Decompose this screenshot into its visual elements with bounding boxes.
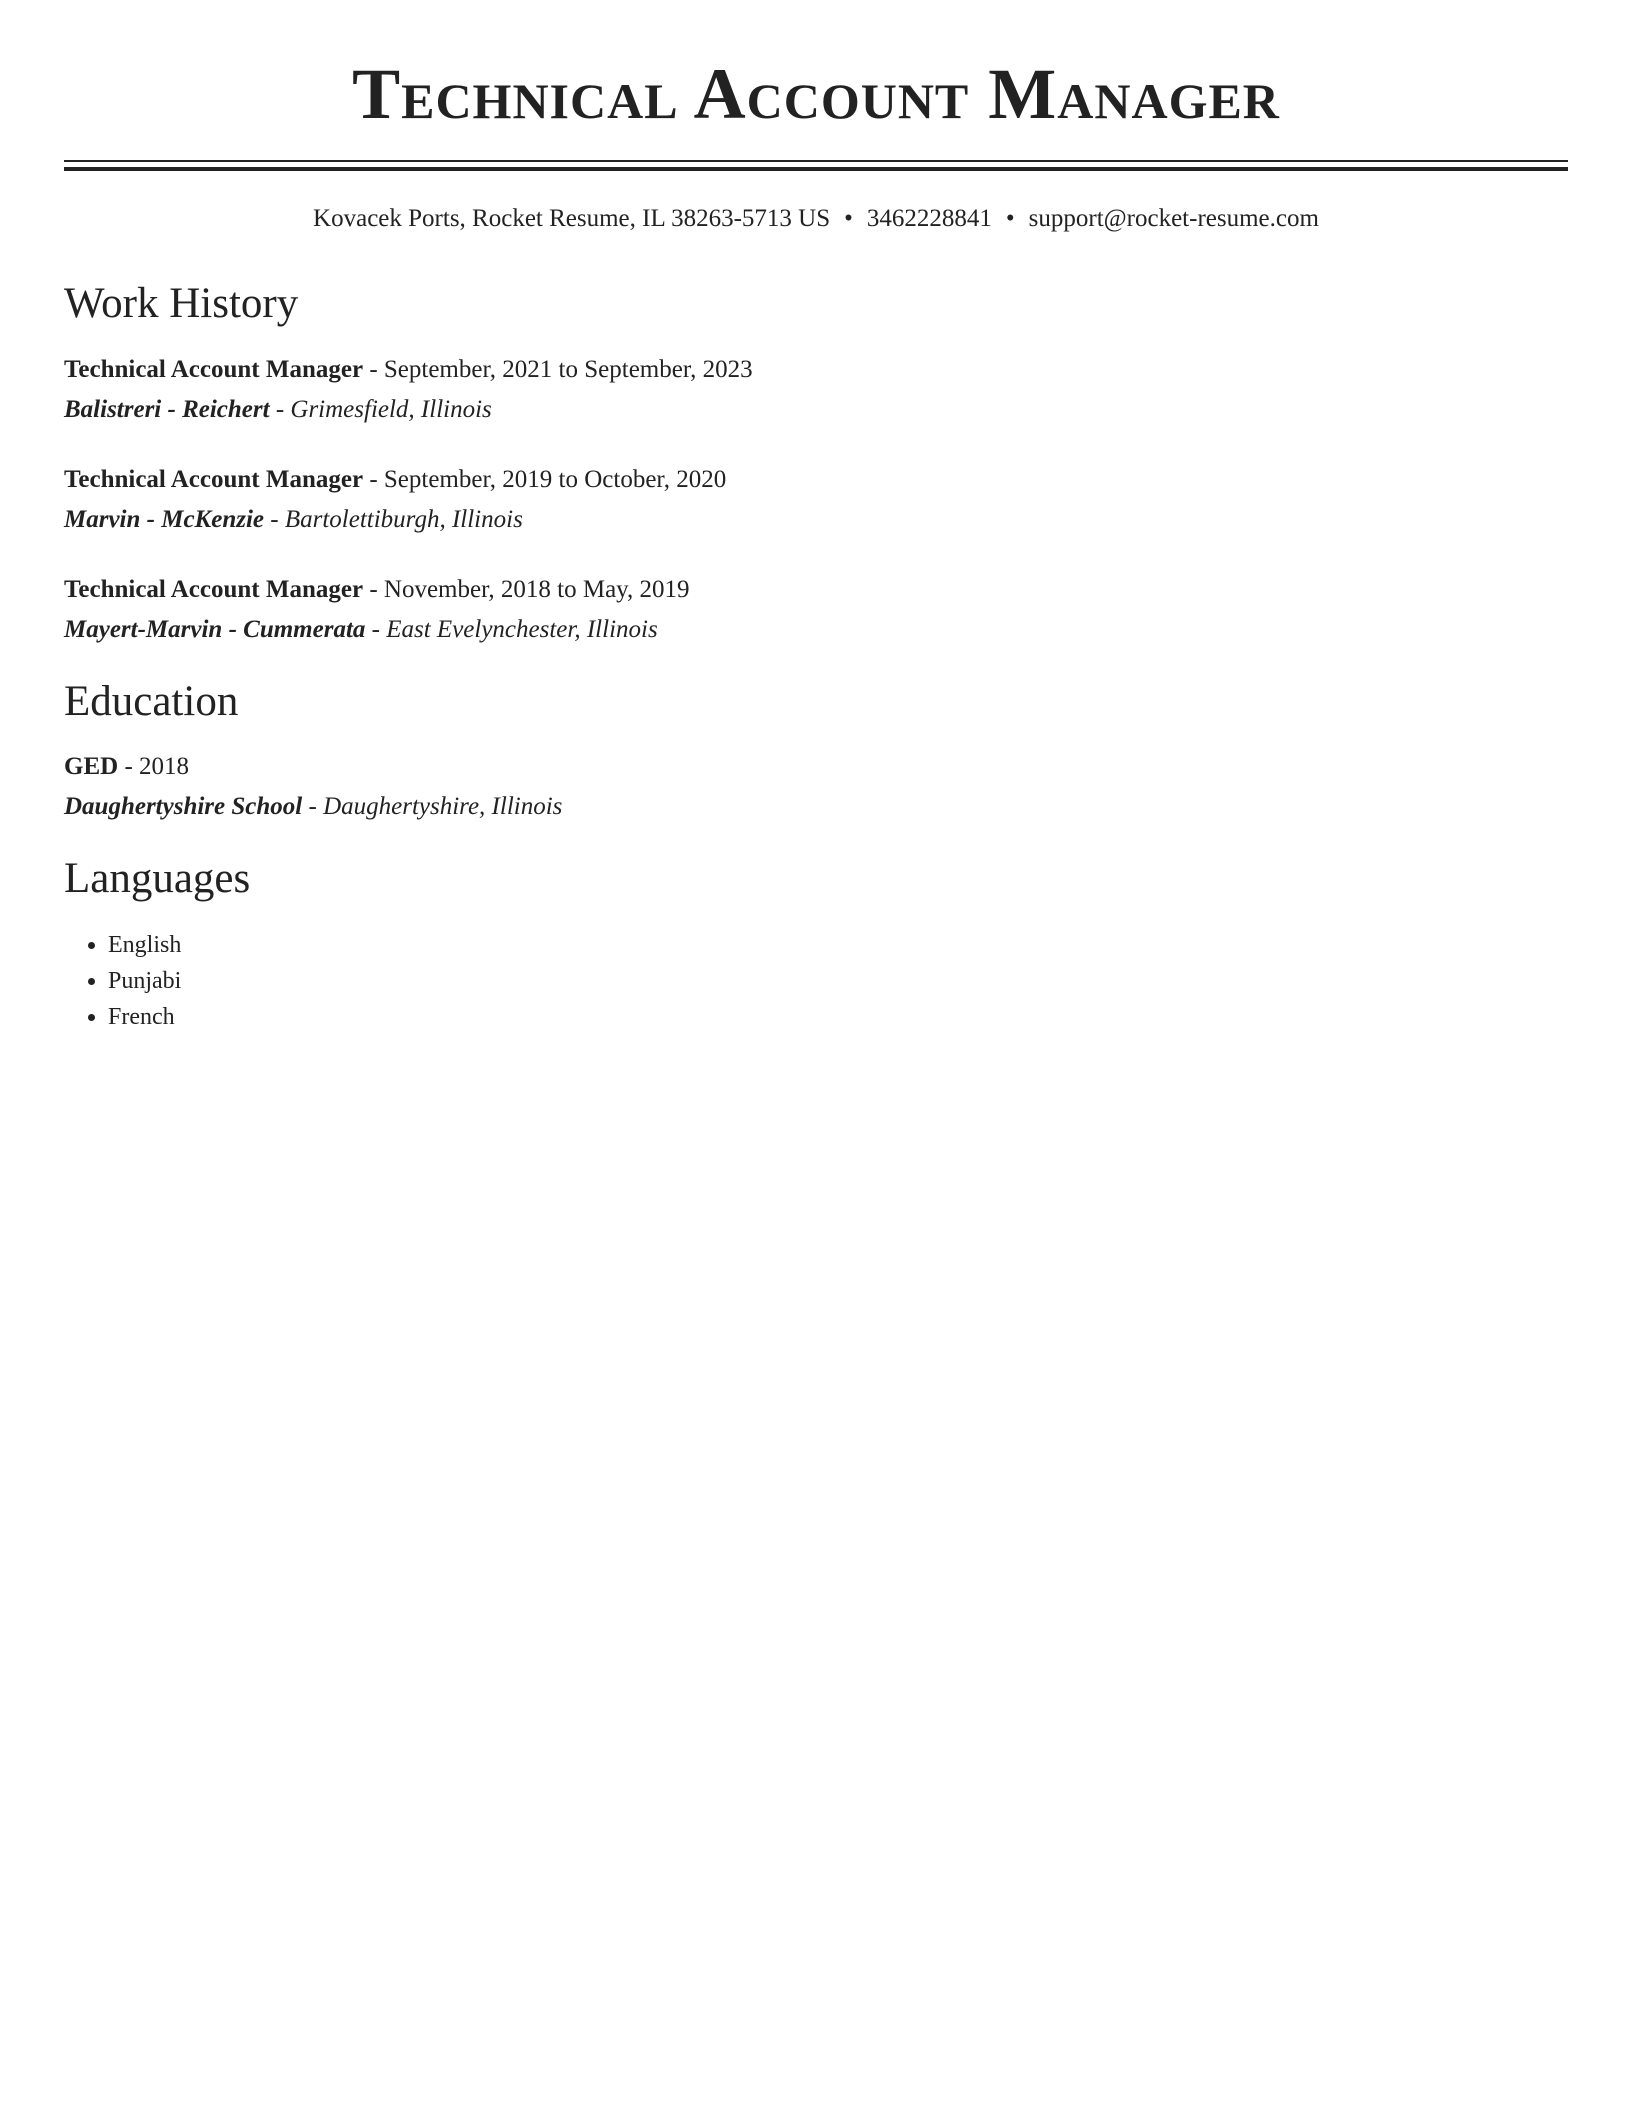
work-entry-title-line <box>64 570 1568 610</box>
contact-address: Kovacek Ports, Rocket Resume, IL 38263-5713 US <box>313 205 831 232</box>
resume-title: Technical Account Manager <box>352 54 1280 134</box>
education-location: Daughertyshire, Illinois <box>323 793 563 821</box>
work-entry <box>64 570 1568 650</box>
work-entry-company-line <box>64 610 1568 650</box>
work-role: Technical Account Manager <box>64 575 364 603</box>
work-entry-title-line <box>64 350 1568 390</box>
languages-list <box>64 927 1568 1035</box>
education-year: 2018 <box>139 753 190 781</box>
education-school: Daughertyshire School <box>64 793 303 821</box>
dash: - <box>365 615 387 643</box>
work-role: Technical Account Manager <box>64 355 364 383</box>
work-dates: September, 2021 to September, 2023 <box>383 355 753 383</box>
education-heading: Education <box>64 677 239 725</box>
contact-separator: • <box>1005 205 1015 232</box>
contact-email: support@rocket-resume.com <box>1028 205 1319 232</box>
work-company: Balistreri - Reichert <box>64 395 270 423</box>
dash: - <box>118 753 140 781</box>
title-divider <box>64 160 1568 171</box>
work-entry <box>64 350 1568 430</box>
work-location: Grimesfield, Illinois <box>290 395 492 423</box>
work-location: Bartolettiburgh, Illinois <box>284 505 523 533</box>
languages-heading: Languages <box>64 855 251 903</box>
contact-line <box>64 204 1568 234</box>
dash: - <box>302 793 324 821</box>
language-item: • Punjabi <box>108 963 1568 999</box>
work-company: Mayert-Marvin - Cummerata <box>64 615 366 643</box>
work-company: Marvin - McKenzie <box>64 505 264 533</box>
education-school-line <box>64 787 1568 827</box>
work-role: Technical Account Manager <box>64 465 364 493</box>
education-entry <box>64 747 1568 827</box>
work-dates: September, 2019 to October, 2020 <box>383 465 727 493</box>
work-entry-company-line <box>64 500 1568 540</box>
language-item: • English <box>108 927 1568 963</box>
education-degree: GED <box>64 753 119 781</box>
language-item: • French <box>108 999 1568 1035</box>
dash: - <box>264 505 285 533</box>
dash: - <box>363 575 384 603</box>
dash: - <box>363 465 384 493</box>
work-dates: November, 2018 to May, 2019 <box>383 575 690 603</box>
dash: - <box>269 395 291 423</box>
work-history-heading: Work History <box>64 280 299 327</box>
work-entry <box>64 460 1568 540</box>
education-degree-line <box>64 747 1568 787</box>
contact-phone: 3462228841 <box>866 205 992 232</box>
work-location: East Evelynchester, Illinois <box>386 615 658 643</box>
dash: - <box>363 355 384 383</box>
contact-separator: • <box>844 205 853 232</box>
work-entry-title-line <box>64 460 1568 500</box>
work-entry-company-line <box>64 390 1568 430</box>
